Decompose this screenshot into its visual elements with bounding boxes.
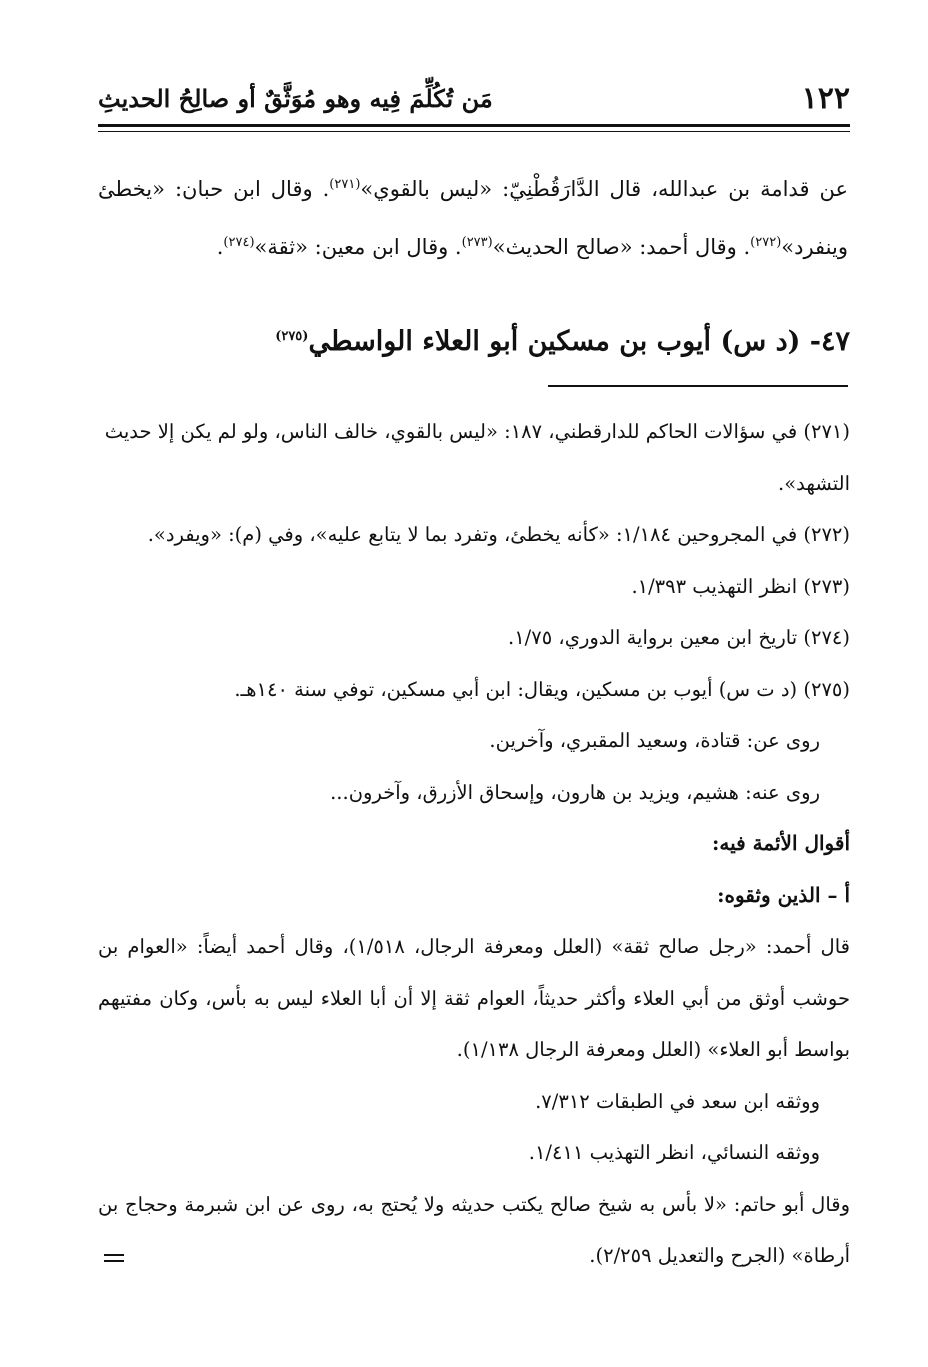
page-number: ١٢٢ bbox=[801, 80, 850, 116]
body-text-2: . وقال ابن حبان: «يخطئ وينفرد» bbox=[98, 177, 848, 259]
section-subheading: أ – الذين وثقوه: bbox=[717, 882, 850, 907]
entry-heading bbox=[98, 326, 850, 357]
quote-ahmad: قال أحمد: «رجل صالح ثقة» (العلل ومعرفة الرجال، ١/٥١٨)، وقال أحمد أيضاً: «العوام بن حوشب أوثق من أبي العلاء وأكثر حديثاً، العوام ثقة إلا أن أبا العلاء ليس به بأس، وكان مفتيهم بواسط أبو العلاء» (العلل ومعرفة الرجال ١/١٣٨). bbox=[98, 935, 850, 1061]
narrated-from: روى عن: قتادة، وسعيد المقبري، وآخرين. bbox=[489, 729, 820, 752]
footnote-ref-272: (٢٧٢) bbox=[750, 235, 782, 250]
quote-ibn-saad: ووثقه ابن سعد في الطبقات ٧/٣١٢. bbox=[535, 1089, 820, 1113]
footnote-273: (٢٧٣) انظر التهذيب ١/٣٩٣. bbox=[631, 574, 850, 598]
running-title: مَن تُكُلِّمَ فِيه وهو مُوَثَّقٌ أو صالِحُ الحديثِ bbox=[98, 83, 493, 113]
header-rule bbox=[98, 124, 850, 127]
page-header bbox=[98, 72, 850, 124]
footnotes bbox=[98, 406, 850, 1282]
quote-abu-hatim: وقال أبو حاتم: «لا بأس به شيخ صالح يكتب حديثه ولا يُحتج به، روى عن ابن شبرمة وحجاج بن أرطاة» (الجرح والتعديل ٢/٢٥٩). bbox=[98, 1192, 850, 1267]
footnote-275: (٢٧٥) (د ت س) أيوب بن مسكين، ويقال: ابن أبي مسكين، توفي سنة ١٤٠هـ. bbox=[234, 677, 850, 701]
body-text-4: . وقال ابن معين: «ثقة» bbox=[254, 235, 462, 259]
entry-title: ٤٧- (د س) أيوب بن مسكين أبو العلاء الواسطي bbox=[308, 326, 850, 357]
quote-nasai: ووثقه النسائي، انظر التهذيب ١/٤١١. bbox=[528, 1141, 820, 1164]
footnote-separator bbox=[548, 385, 848, 387]
footnote-274: (٢٧٤) تاريخ ابن معين برواية الدوري، ١/٧٥. bbox=[508, 626, 850, 649]
footnote-ref-275: (٢٧٥) bbox=[275, 329, 309, 344]
continuation-mark bbox=[104, 1254, 124, 1266]
narrated-by: روى عنه: هشيم، ويزيد بن هارون، وإسحاق الأزرق، وآخرون... bbox=[330, 780, 820, 804]
body-paragraph bbox=[98, 160, 848, 276]
footnote-271: (٢٧١) في سؤالات الحاكم للدارقطني، ١٨٧: «ليس بالقوي، خالف الناس، ولو لم يكن إلا حديث التشهد». bbox=[104, 420, 850, 495]
body-text-1: عن قدامة بن عبدالله، قال الدَّارَقُطْنِيّ: «ليس بالقوي» bbox=[360, 177, 848, 201]
section-heading: أقوال الأئمة فيه: bbox=[712, 831, 850, 855]
header-rule-thin bbox=[98, 131, 850, 132]
footnote-ref-274: (٢٧٤) bbox=[223, 235, 255, 250]
footnote-ref-273: (٢٧٣) bbox=[461, 235, 493, 250]
body-text-5: . bbox=[216, 235, 224, 259]
footnote-ref-271: (٢٧١) bbox=[329, 177, 361, 192]
footnote-272: (٢٧٢) في المجروحين ١/١٨٤: «كأنه يخطئ، وتفرد بما لا يتابع عليه»، وفي (م): «ويفرد». bbox=[147, 523, 850, 546]
body-text-3: . وقال أحمد: «صالح الحديث» bbox=[492, 235, 751, 259]
